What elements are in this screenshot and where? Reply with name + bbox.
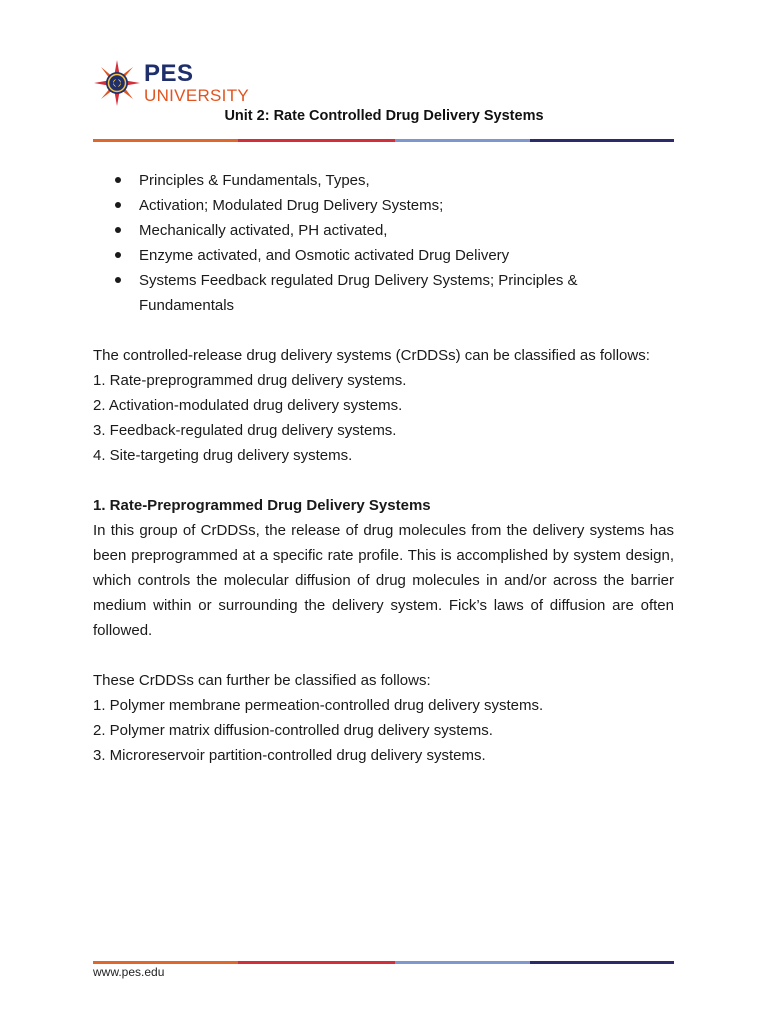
unit-title: Unit 2: Rate Controlled Drug Delivery Systems (224, 108, 544, 124)
subclassification-item: 2. Polymer matrix diffusion-controlled drug delivery systems. (93, 722, 493, 739)
bullet-item (93, 193, 674, 218)
bullet-item (93, 168, 674, 193)
topics-bullet-list (93, 168, 674, 318)
logo-pes-text: PES (144, 60, 194, 87)
bullet-text: Mechanically activated, PH activated, (139, 222, 388, 239)
section-heading: 1. Rate-Preprogrammed Drug Delivery Systems (93, 497, 431, 514)
bullet-icon (115, 177, 121, 183)
pes-emblem-icon (94, 60, 140, 106)
footer-url: www.pes.edu (93, 965, 165, 979)
document-body (93, 168, 674, 768)
bullet-item (93, 218, 674, 243)
pes-university-logo (94, 60, 254, 108)
subclassification-item: 3. Microreservoir partition-controlled drug delivery systems. (93, 747, 486, 764)
classification-item: 4. Site-targeting drug delivery systems. (93, 447, 353, 464)
bullet-icon (115, 252, 121, 258)
classification-item: 3. Feedback-regulated drug delivery systems. (93, 422, 397, 439)
subclassification-intro: These CrDDSs can further be classified as follows: (93, 672, 431, 689)
bullet-icon (115, 227, 121, 233)
header-divider (93, 139, 674, 142)
section-body: In this group of CrDDSs, the release of drug molecules from the delivery systems has been preprogrammed at a specific rate profile. This is accomplished by system design, which controls the molecular diffusion of drug molecules in and/or across the barrier medium within or surrounding the delivery system. Fick’s laws of diffusion are often followed. (93, 522, 674, 639)
bullet-text: Enzyme activated, and Osmotic activated Drug Delivery (139, 247, 510, 264)
bullet-item (93, 268, 674, 318)
bullet-text: Systems Feedback regulated Drug Delivery Systems; Principles & Fundamentals (139, 272, 578, 314)
classification-item: 1. Rate-preprogrammed drug delivery systems. (93, 372, 407, 389)
bullet-text: Activation; Modulated Drug Delivery Systems; (139, 197, 444, 214)
classification-intro: The controlled-release drug delivery systems (CrDDSs) can be classified as follows: (93, 347, 650, 364)
subclassification-item: 1. Polymer membrane permeation-controlled drug delivery systems. (93, 697, 544, 714)
classification-item: 2. Activation-modulated drug delivery systems. (93, 397, 403, 414)
bullet-icon (115, 277, 121, 283)
bullet-text: Principles & Fundamentals, Types, (139, 172, 370, 189)
logo-university-text: UNIVERSITY (144, 86, 250, 105)
bullet-icon (115, 202, 121, 208)
footer-divider (93, 961, 674, 964)
bullet-item (93, 243, 674, 268)
